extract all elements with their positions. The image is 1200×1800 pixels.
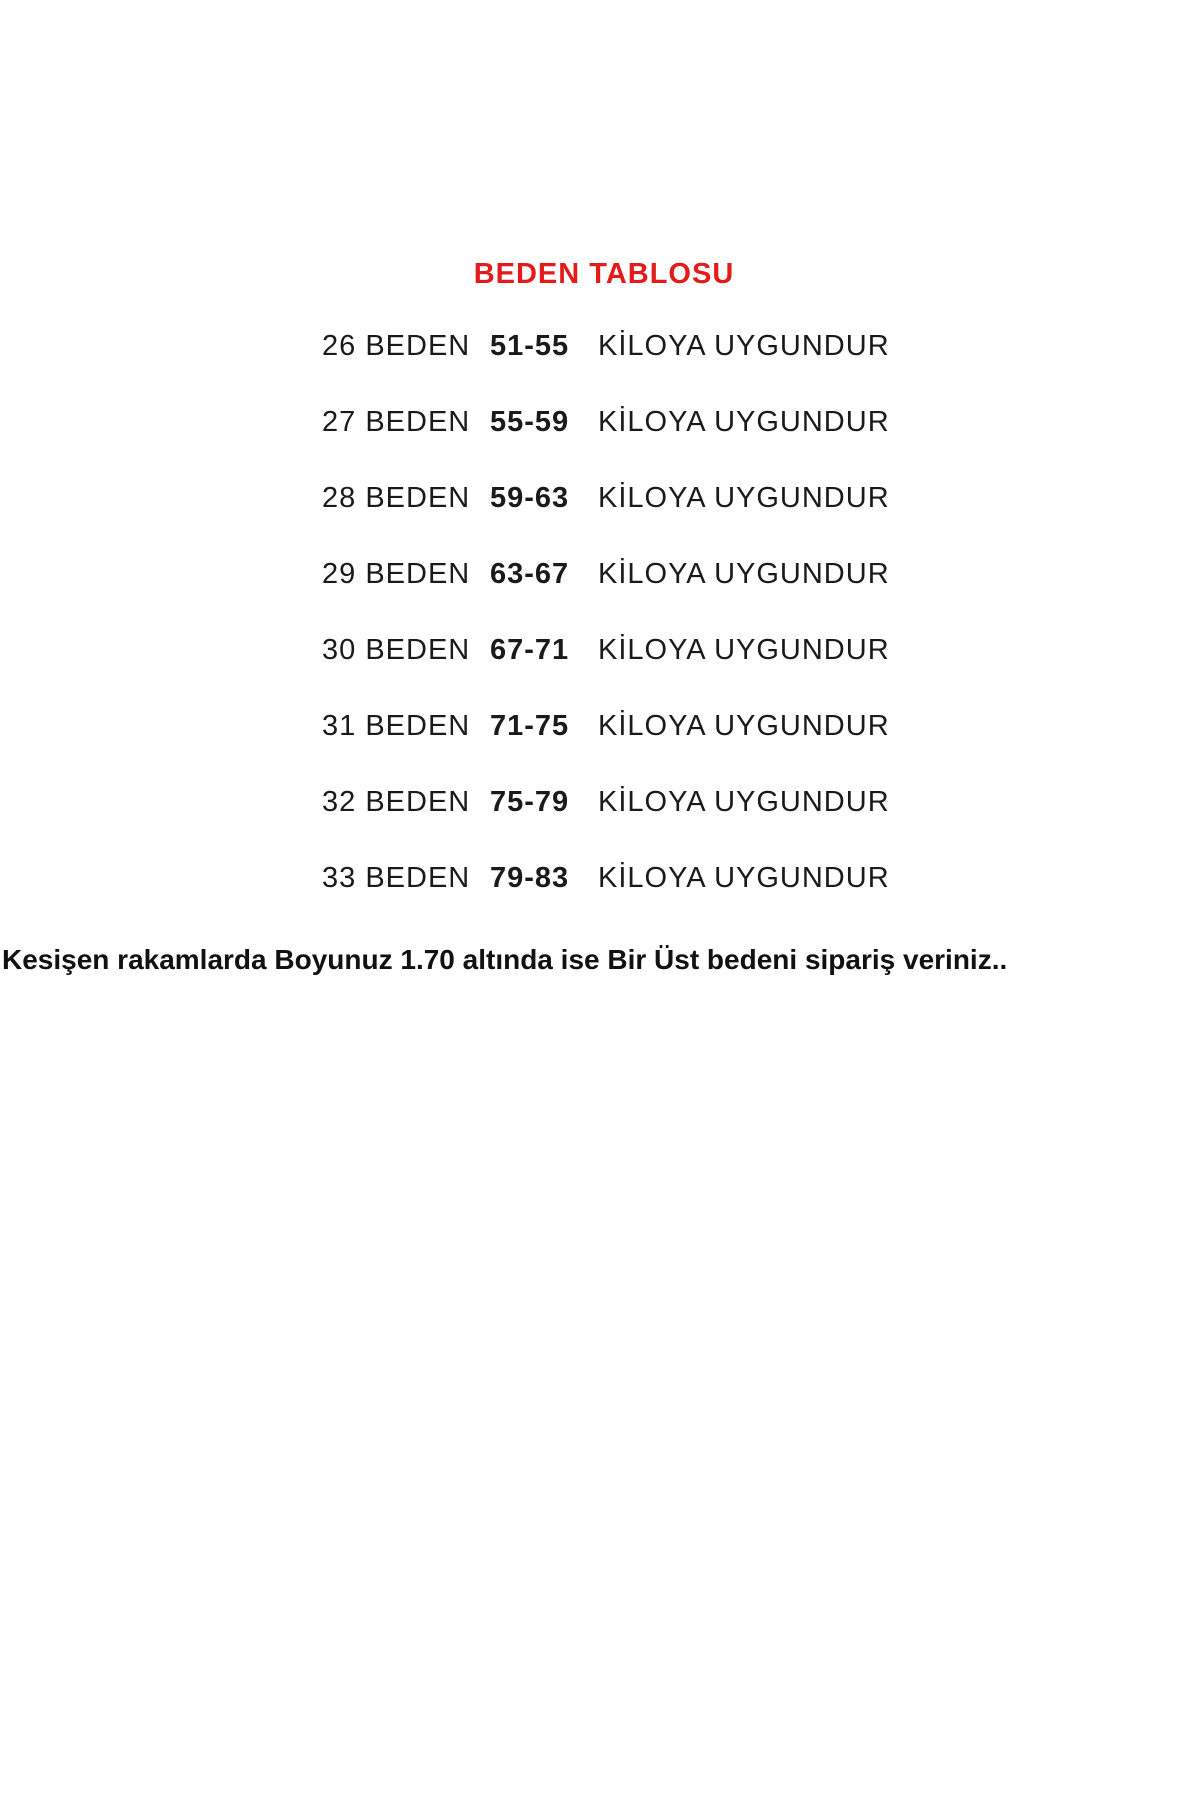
suitability-text: KİLOYA UYGUNDUR <box>598 634 890 666</box>
suitability-text: KİLOYA UYGUNDUR <box>598 406 890 438</box>
size-label: 32 BEDEN <box>322 786 471 818</box>
weight-range: 55-59 <box>490 406 570 438</box>
size-label: 28 BEDEN <box>322 482 471 514</box>
size-row-28 <box>0 482 1200 558</box>
weight-range: 71-75 <box>490 710 570 742</box>
size-row-33 <box>0 862 1200 938</box>
size-row-27 <box>0 406 1200 482</box>
size-row-26 <box>0 330 1200 406</box>
weight-range: 75-79 <box>490 786 570 818</box>
size-label: 27 BEDEN <box>322 406 471 438</box>
size-label: 29 BEDEN <box>322 558 471 590</box>
suitability-text: KİLOYA UYGUNDUR <box>598 862 890 894</box>
size-row-29 <box>0 558 1200 634</box>
weight-range: 79-83 <box>490 862 570 894</box>
size-label: 33 BEDEN <box>322 862 471 894</box>
size-label: 26 BEDEN <box>322 330 471 362</box>
size-row-31 <box>0 710 1200 786</box>
weight-range: 51-55 <box>490 330 570 362</box>
size-row-32 <box>0 786 1200 862</box>
weight-range: 59-63 <box>490 482 570 514</box>
size-row-30 <box>0 634 1200 710</box>
suitability-text: KİLOYA UYGUNDUR <box>598 330 890 362</box>
size-label: 31 BEDEN <box>322 710 471 742</box>
size-chart-title: BEDEN TABLOSU <box>473 258 735 290</box>
size-rows <box>0 330 1200 938</box>
weight-range: 63-67 <box>490 558 570 590</box>
size-label: 30 BEDEN <box>322 634 471 666</box>
suitability-text: KİLOYA UYGUNDUR <box>598 786 890 818</box>
suitability-text: KİLOYA UYGUNDUR <box>598 710 890 742</box>
sizing-note: Kesişen rakamlarda Boyunuz 1.70 altında ise Bir Üst bedeni sipariş veriniz.. <box>2 944 1008 975</box>
weight-range: 67-71 <box>490 634 570 666</box>
suitability-text: KİLOYA UYGUNDUR <box>598 558 890 590</box>
suitability-text: KİLOYA UYGUNDUR <box>598 482 890 514</box>
